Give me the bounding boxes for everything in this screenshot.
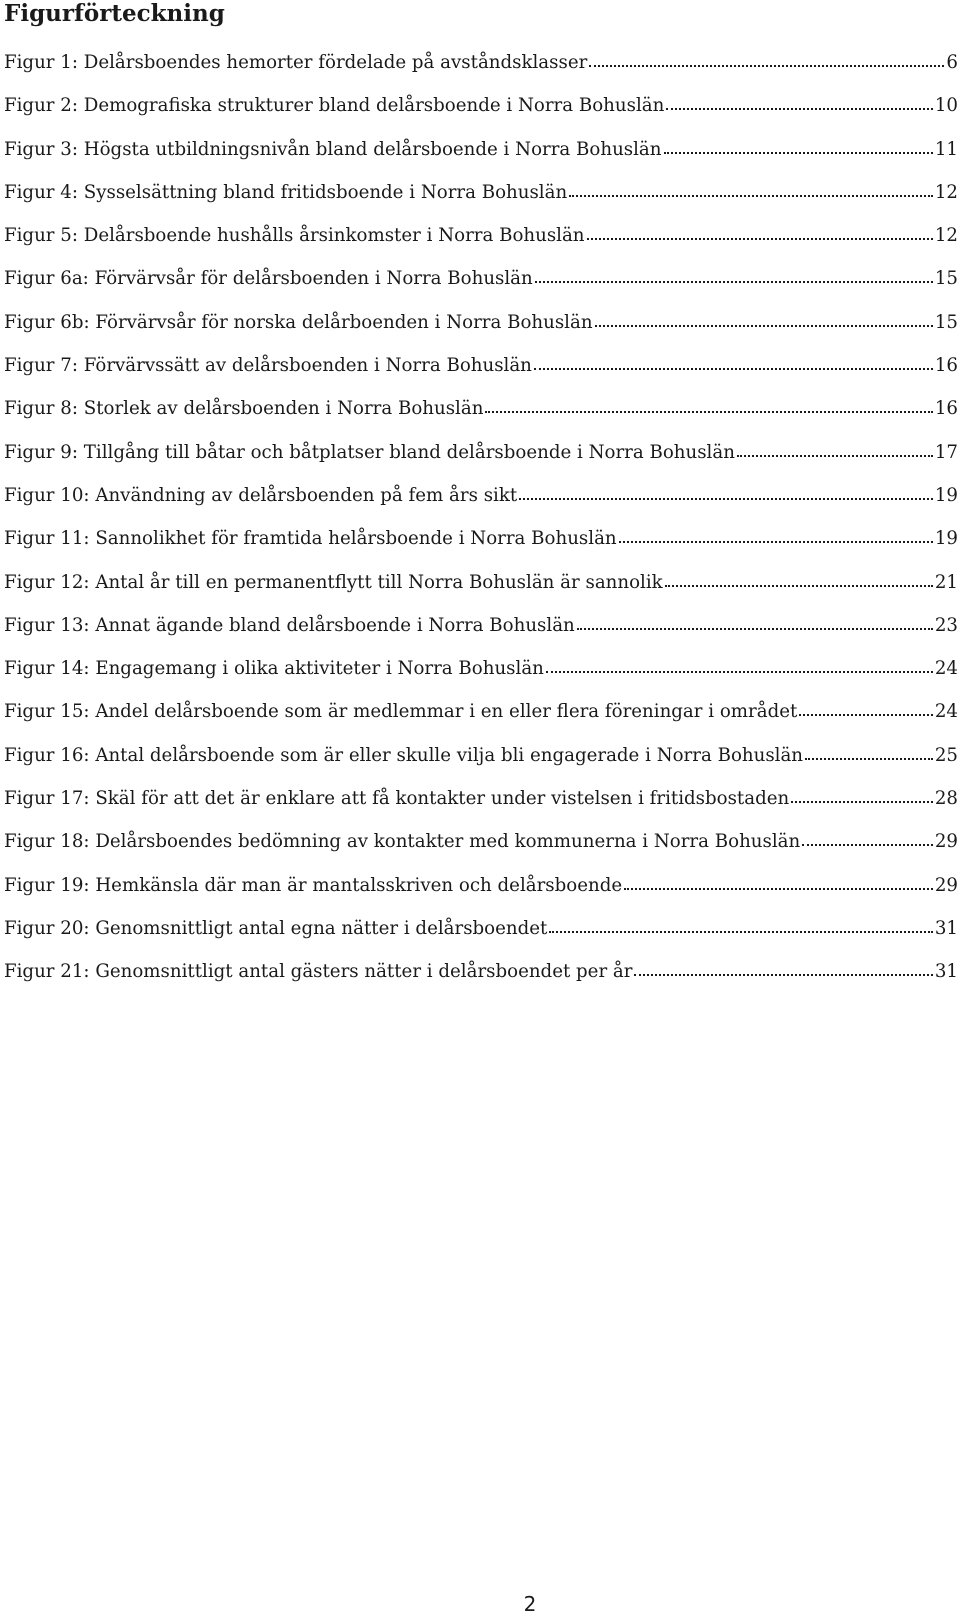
toc-entry[interactable] [4,182,958,225]
dot-leader [587,237,933,240]
dot-leader [546,670,933,673]
page-number: 2 [523,1592,537,1616]
toc-entry-label: Figur 6a: Förvärvsår för delårsboenden i Norra Bohuslän [4,268,533,290]
dot-leader [666,107,933,110]
toc-entry-label: Figur 10: Användning av delårsboenden på fem års sikt [4,484,518,506]
toc-entry-label: Figur 1: Delårsboendes hemorter fördelade på avståndsklasser [4,52,588,73]
toc-entry[interactable] [4,398,958,441]
toc-entry-page: 12 [934,181,958,203]
toc-entry-label: Figur 15: Andel delårsboende som är medlemmar i en eller flera föreningar i området [4,701,798,723]
toc-entry-label: Figur 9: Tillgång till båtar och båtplatser bland delårsboende i Norra Bohuslän [4,441,735,463]
dot-leader [485,410,932,413]
toc-entry[interactable] [4,658,958,701]
toc-entry-label: Figur 3: Högsta utbildningsnivån bland delårsboende i Norra Bohuslän [4,138,662,160]
toc-entry-page: 24 [934,658,958,680]
toc-entry-label: Figur 7: Förvärvssätt av delårsboenden i Norra Bohuslän [4,355,532,377]
toc-entry[interactable] [4,572,958,615]
toc-entry[interactable] [4,745,958,788]
dot-leader [577,627,933,630]
toc-entry-label: Figur 13: Annat ägande bland delårsboende i Norra Bohuslän [4,614,575,636]
dot-leader [619,540,933,543]
toc-entry-label: Figur 14: Engagemang i olika aktiviteter i Norra Bohuslän [4,658,544,680]
dot-leader [535,280,933,283]
toc-entry-page: 21 [934,571,958,593]
toc-entry[interactable] [4,788,958,831]
toc-entry-page: 31 [934,961,958,983]
toc-entry-label: Figur 4: Sysselsättning bland fritidsboende i Norra Bohuslän [4,181,568,203]
dot-leader [791,800,933,803]
toc-entry[interactable] [4,918,958,961]
toc-entry[interactable] [4,875,958,918]
toc-entry[interactable] [4,268,958,311]
toc-entry-page: 12 [934,225,958,247]
toc-entry-page: 31 [934,917,958,939]
dot-leader [569,194,933,197]
toc-entry-label: Figur 19: Hemkänsla där man är mantalsskriven och delårsboende [4,874,623,896]
dot-leader [519,497,933,500]
toc-entry-page: 24 [934,701,958,723]
toc-entry-label: Figur 2: Demografiska strukturer bland delårsboende i Norra Bohuslän [4,95,665,117]
toc-entry-label: Figur 20: Genomsnittligt antal egna nätter i delårsboendet [4,917,548,939]
toc-entry[interactable] [4,961,958,1004]
toc-entry-label: Figur 6b: Förvärvsår för norska delårboenden i Norra Bohuslän [4,311,593,333]
dot-leader [737,454,933,457]
toc-entry[interactable] [4,312,958,355]
toc-entry-label: Figur 16: Antal delårsboende som är eller skulle vilja bli engagerade i Norra Bohuslän [4,744,804,766]
toc-entry[interactable] [4,139,958,182]
toc-entry-page: 11 [934,138,958,160]
dot-leader [549,930,933,933]
toc-entry-page: 29 [934,831,958,853]
dot-leader [665,584,933,587]
toc-entry-page: 15 [934,311,958,333]
dot-leader [664,151,933,154]
toc-entry[interactable] [4,225,958,268]
toc-entry-page: 6 [946,52,958,73]
toc-entry-page: 29 [934,874,958,896]
toc-entry-page: 23 [934,614,958,636]
toc-entry[interactable] [4,615,958,658]
page-title: Figurförteckning [4,0,225,27]
toc-entry[interactable] [4,528,958,571]
toc-entry-page: 16 [934,355,958,377]
toc-entry-label: Figur 17: Skäl för att det är enklare att få kontakter under vistelsen i fritidsbostaden [4,788,790,810]
dot-leader [624,887,933,890]
toc-entry[interactable] [4,442,958,485]
dot-leader [805,757,933,760]
toc-entry-page: 15 [934,268,958,290]
dot-leader [534,367,933,370]
dot-leader [799,713,933,716]
dot-leader [595,324,933,327]
toc-entry-page: 10 [934,95,958,117]
toc-entry[interactable] [4,701,958,744]
toc-entry-label: Figur 21: Genomsnittligt antal gästers nätter i delårsboendet per år [4,961,633,983]
dot-leader [634,973,932,976]
toc-entry-label: Figur 5: Delårsboende hushålls årsinkomster i Norra Bohuslän [4,225,585,247]
toc-entry[interactable] [4,52,958,95]
toc-entry-page: 25 [934,744,958,766]
toc-entry-label: Figur 8: Storlek av delårsboenden i Norra Bohuslän [4,398,484,420]
toc-entry-page: 19 [934,528,958,550]
toc-entry-page: 17 [934,441,958,463]
dot-leader [589,64,944,67]
toc-entry-page: 16 [934,398,958,420]
dot-leader [802,843,933,846]
table-of-figures [4,52,958,1005]
toc-entry[interactable] [4,355,958,398]
toc-entry-label: Figur 12: Antal år till en permanentflytt till Norra Bohuslän är sannolik [4,571,663,593]
toc-entry[interactable] [4,95,958,138]
toc-entry[interactable] [4,485,958,528]
toc-entry-label: Figur 18: Delårsboendes bedömning av kontakter med kommunerna i Norra Bohuslän [4,831,801,853]
toc-entry-page: 28 [934,788,958,810]
toc-entry-page: 19 [934,484,958,506]
toc-entry[interactable] [4,831,958,874]
toc-entry-label: Figur 11: Sannolikhet för framtida helårsboende i Norra Bohuslän [4,528,617,550]
